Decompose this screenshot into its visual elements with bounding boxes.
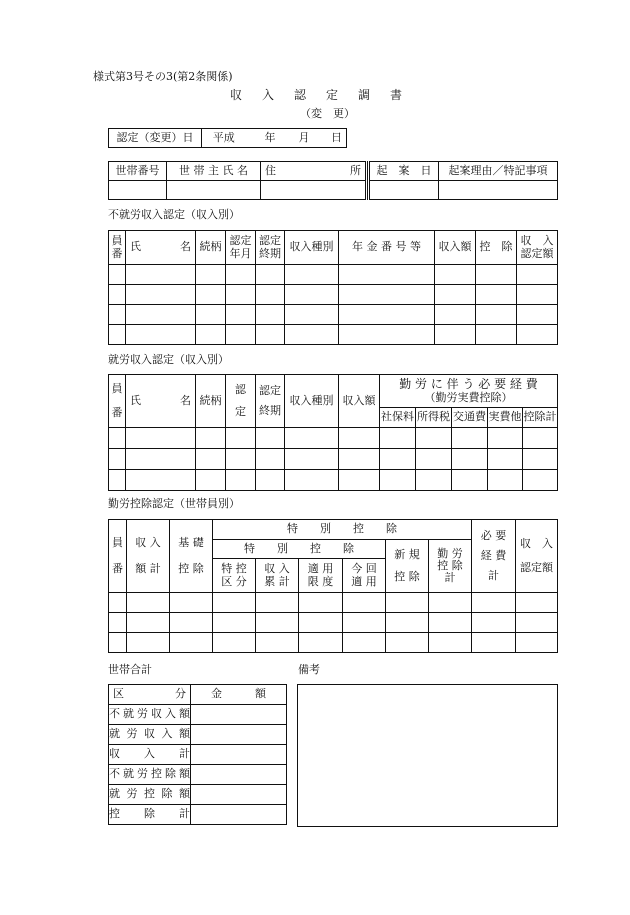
table-row xyxy=(109,805,287,825)
col-member-no: 員 番 xyxy=(109,375,126,428)
col-income-type: 収入種別 xyxy=(285,375,339,428)
summary-amount[interactable] xyxy=(191,805,287,825)
col-cert-month: 認定 年月 xyxy=(226,231,256,265)
summary-amount[interactable] xyxy=(191,705,287,725)
summary-label: 収 入 計 xyxy=(109,745,191,765)
col-address-1: 住 xyxy=(265,163,276,177)
table-row xyxy=(109,745,287,765)
col-cert-amount: 収 入 認定額 xyxy=(517,231,558,265)
draft-reason-cell[interactable] xyxy=(439,181,558,200)
unearned-income-title: 不就労収入認定（収入別） xyxy=(108,208,240,221)
col-address xyxy=(261,162,366,181)
household-info-table xyxy=(108,161,366,200)
table-row xyxy=(109,470,558,491)
work-deduction-table xyxy=(108,519,558,653)
col-address-2: 所 xyxy=(350,163,361,177)
col-special-group: 特 別 控 除 xyxy=(213,520,472,540)
col-cert-end: 認定 終期 xyxy=(256,375,285,428)
col-category: 区 分 xyxy=(109,685,191,705)
col-limit: 適 用 限 度 xyxy=(299,559,343,593)
double-rule xyxy=(367,161,368,200)
col-other-expense: 実費他 xyxy=(488,408,523,428)
col-relation: 続柄 xyxy=(196,375,226,428)
col-expense-group: 勤 労 に 伴 う 必 要 経 費 （勤労実費控除） xyxy=(380,375,558,408)
table-row xyxy=(109,593,558,613)
remarks-box[interactable] xyxy=(297,684,558,827)
table-row xyxy=(109,305,558,325)
col-work-total: 勤 労 控 除 計 xyxy=(429,540,472,593)
col-new-entry: 新 規 控 除 xyxy=(386,540,429,593)
summary-label: 不就労収入額 xyxy=(109,705,191,725)
head-name-cell[interactable] xyxy=(167,181,261,200)
col-name: 氏 名 xyxy=(126,231,196,265)
col-income-amount: 収入額 xyxy=(435,231,476,265)
col-amount: 金 額 xyxy=(191,685,287,705)
table-row xyxy=(109,285,558,305)
summary-label: 控 除 計 xyxy=(109,805,191,825)
document-subtitle: （変 更） xyxy=(300,107,355,120)
household-summary-title: 世帯合計 xyxy=(108,663,152,676)
table-row xyxy=(109,449,558,470)
work-deduction-title: 勤労控除認定（世帯員別） xyxy=(108,497,240,510)
col-deduction: 控 除 xyxy=(476,231,517,265)
col-transport: 交通費 xyxy=(452,408,488,428)
summary-amount[interactable] xyxy=(191,725,287,745)
table-row xyxy=(109,613,558,633)
col-pension-no: 年 金 番 号 等 xyxy=(339,231,435,265)
table-row xyxy=(109,325,558,345)
remarks-title: 備考 xyxy=(298,663,320,676)
col-cert-amount: 収 入 認定額 xyxy=(516,520,558,593)
household-draft-table xyxy=(369,161,558,200)
summary-amount[interactable] xyxy=(191,745,287,765)
table-row xyxy=(109,428,558,449)
col-cert: 認 定 xyxy=(226,375,256,428)
col-draft-date: 起 案 日 xyxy=(370,162,439,181)
summary-label: 不就労控除額 xyxy=(109,765,191,785)
draft-date-cell[interactable] xyxy=(370,181,439,200)
table-row xyxy=(109,785,287,805)
col-deduction-total: 控除計 xyxy=(523,408,558,428)
date-label: 認定（変更）日 xyxy=(109,129,202,148)
summary-amount[interactable] xyxy=(191,785,287,805)
col-income-amount: 収入額 xyxy=(339,375,380,428)
summary-label: 就 労 収 入 額 xyxy=(109,725,191,745)
col-income-type: 収入種別 xyxy=(285,231,339,265)
earned-income-table xyxy=(108,374,558,491)
date-month[interactable]: 月 xyxy=(280,129,314,148)
col-this-time: 今 回 適 用 xyxy=(343,559,386,593)
table-row xyxy=(109,725,287,745)
summary-amount[interactable] xyxy=(191,765,287,785)
col-cert-end: 認定 終期 xyxy=(256,231,285,265)
table-row xyxy=(109,633,558,653)
col-special-class: 特 控 区 分 xyxy=(213,559,256,593)
col-required-expense: 必 要 経 費 計 xyxy=(472,520,516,593)
col-relation: 続柄 xyxy=(196,231,226,265)
address-cell[interactable] xyxy=(261,181,366,200)
unearned-income-table xyxy=(108,230,558,345)
date-era[interactable]: 平成 xyxy=(202,129,246,148)
col-head-name: 世 帯 主 氏 名 xyxy=(167,162,261,181)
col-basic-deduction: 基 礎 控 除 xyxy=(170,520,213,593)
col-total-income: 収 入 額 計 xyxy=(127,520,170,593)
col-member-no: 員 番 xyxy=(109,520,127,593)
form-number: 様式第3号その3(第2条関係) xyxy=(93,70,233,83)
household-no-cell[interactable] xyxy=(109,181,167,200)
col-draft-reason: 起案理由／特記事項 xyxy=(439,162,558,181)
col-household-no: 世帯番号 xyxy=(109,162,167,181)
certification-date-box xyxy=(108,128,347,148)
date-day[interactable]: 日 xyxy=(314,129,347,148)
col-income-cumulative: 収 入 累 計 xyxy=(256,559,299,593)
table-row xyxy=(109,765,287,785)
summary-label: 就 労 控 除 額 xyxy=(109,785,191,805)
document-title: 収 入 認 定 調 書 xyxy=(230,88,407,102)
date-year[interactable]: 年 xyxy=(246,129,280,148)
col-member-no: 員 番 xyxy=(109,231,126,265)
table-row xyxy=(109,265,558,285)
earned-income-title: 就労収入認定（収入別） xyxy=(108,353,229,366)
table-row xyxy=(109,705,287,725)
col-name: 氏 名 xyxy=(126,375,196,428)
col-social-insurance: 社保料 xyxy=(380,408,416,428)
col-special-sub: 特 別 控 除 xyxy=(213,540,386,559)
household-summary-table xyxy=(108,684,287,825)
col-income-tax: 所得税 xyxy=(416,408,452,428)
